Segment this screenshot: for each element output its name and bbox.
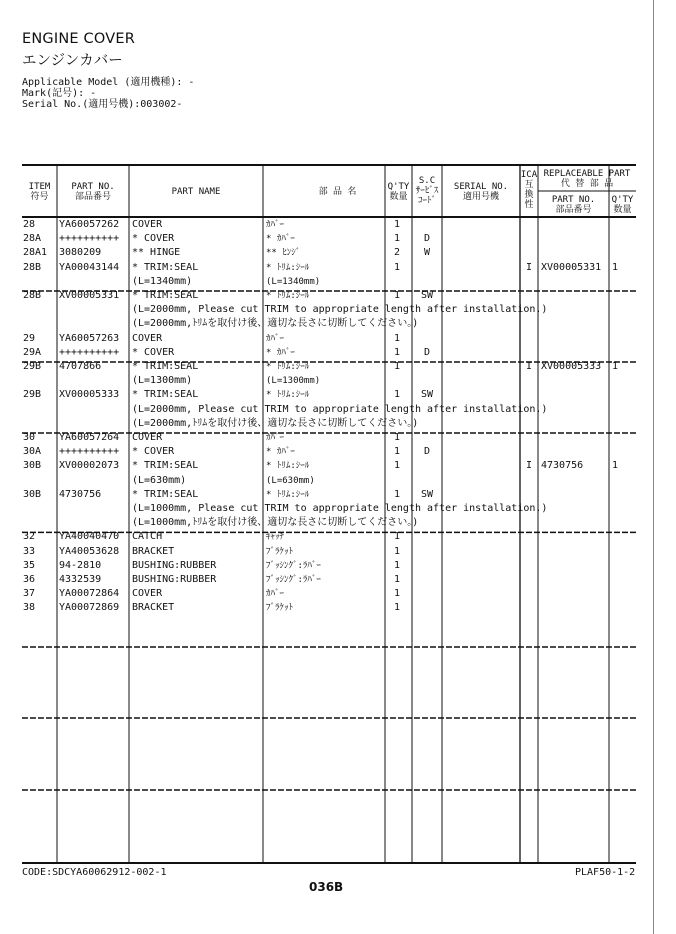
cell-rep-part-no: XV00005331 <box>541 261 602 273</box>
cell-rep-qty: 1 <box>612 361 619 372</box>
row-note: (L=1000mm,ﾄﾘﾑを取付け後、適切な長さに切断してください。) <box>132 517 419 529</box>
cell-qty: 1 <box>393 346 400 358</box>
cell-qty: 2 <box>393 247 400 259</box>
cell-part-name-jp: ** ﾋﾝｼﾞ <box>266 248 301 259</box>
cell-part-name: (L=1300mm) <box>132 375 193 387</box>
cell-part-name-jp: * ｶﾊﾞｰ <box>266 347 295 358</box>
cell-item: 29 <box>23 332 36 344</box>
cell-qty: 1 <box>393 219 400 230</box>
cell-part-name-jp: ﾌﾞﾗｹｯﾄ <box>266 546 294 557</box>
cell-part-name: * TRIM:SEAL <box>132 290 199 301</box>
header-rep-qty: Q'TY 数量 <box>611 195 634 215</box>
cell-part-no: 3080209 <box>59 247 102 259</box>
cell-part-name: (L=1340mm) <box>132 275 193 287</box>
cell-part-no: ++++++++++ <box>59 446 120 458</box>
cell-part-no: YA60057263 <box>59 332 120 344</box>
header-ica: ICA 互 換 性 <box>520 170 538 210</box>
cell-item: 28A <box>23 233 42 245</box>
cell-sc: SW <box>420 488 434 500</box>
cell-part-name-jp: ｶﾊﾞｰ <box>266 333 285 344</box>
cell-part-name-jp: (L=1340mm) <box>266 276 321 287</box>
cell-sc: D <box>423 233 431 245</box>
cell-part-no: 4730756 <box>59 488 102 500</box>
cell-qty: 1 <box>393 233 400 245</box>
cell-sc: SW <box>420 389 434 401</box>
cell-item: 33 <box>23 545 36 557</box>
cell-part-name: COVER <box>132 432 163 443</box>
cell-part-name-jp: * ｶﾊﾞｰ <box>266 447 295 458</box>
cell-part-name: COVER <box>132 332 163 344</box>
cell-qty: 1 <box>393 559 400 571</box>
cell-qty: 1 <box>393 361 400 372</box>
cell-item: 30B <box>23 460 42 472</box>
cell-part-name-jp: ｶﾊﾞｰ <box>266 220 285 230</box>
header-part-name-jp: 部 品 名 <box>318 187 357 197</box>
cell-part-name-jp: * ﾄﾘﾑ:ｼｰﾙ <box>266 362 310 372</box>
cell-qty: 1 <box>393 531 400 543</box>
cell-qty: 1 <box>393 545 400 557</box>
cell-qty: 1 <box>393 432 400 443</box>
header-part-no: PART NO. 部品番号 <box>71 182 115 202</box>
cell-sc: D <box>423 446 431 458</box>
row-note: (L=1000mm, Please cut TRIM to appropriate length after installation.) <box>132 503 548 514</box>
cell-item: 37 <box>23 588 36 600</box>
cell-part-no: 94-2810 <box>59 559 102 571</box>
cell-sc: W <box>423 247 431 259</box>
cell-part-no: XV00005333 <box>59 389 120 401</box>
cell-qty: 1 <box>393 602 400 614</box>
cell-part-name-jp: ｶﾊﾞｰ <box>266 589 285 600</box>
page-title-jp: エンジンカバー <box>22 53 123 69</box>
cell-part-name-jp: (L=1300mm) <box>266 376 321 387</box>
cell-part-no: YA00043144 <box>59 261 120 273</box>
cell-qty: 1 <box>393 488 400 500</box>
cell-part-name-jp: ﾌﾞｯｼﾝｸﾞ:ﾗﾊﾞｰ <box>266 560 321 571</box>
cell-part-name: (L=630mm) <box>132 474 187 486</box>
cell-part-name: BUSHING:RUBBER <box>132 574 217 585</box>
cell-part-no: ++++++++++ <box>59 233 120 245</box>
cell-part-name: BRACKET <box>132 545 175 557</box>
header-serial: SERIAL NO. 適用号機 <box>453 182 509 202</box>
cell-part-no: YA60057264 <box>59 432 120 443</box>
row-note: (L=2000mm, Please cut TRIM to appropriate length after installation.) <box>132 403 548 415</box>
cell-item: 30B <box>23 488 42 500</box>
cell-ica: I <box>525 460 533 472</box>
cell-rep-part-no: XV00005333 <box>541 361 602 372</box>
cell-part-name-jp: ｷｬｯﾁ <box>266 532 285 543</box>
page-number: 036B <box>309 880 344 894</box>
cell-item: 29A <box>23 346 42 358</box>
row-note: (L=2000mm,ﾄﾘﾑを取付け後、適切な長さに切断してください。) <box>132 318 419 330</box>
cell-part-name-jp: * ﾄﾘﾑ:ｼｰﾙ <box>266 489 310 500</box>
header-rep-part-no: PART NO. 部品番号 <box>551 195 596 215</box>
cell-item: 28B <box>23 261 42 273</box>
header-sc: S.C ｻｰﾋﾞｽ ｺｰﾄﾞ <box>415 176 439 206</box>
cell-item: 30 <box>23 432 36 443</box>
cell-rep-part-no: 4730756 <box>541 460 584 472</box>
cell-part-name-jp: ﾌﾞｯｼﾝｸﾞ:ﾗﾊﾞｰ <box>266 575 321 585</box>
cell-rep-qty: 1 <box>612 261 619 273</box>
cell-part-name: * TRIM:SEAL <box>132 488 199 500</box>
cell-part-name: * COVER <box>132 446 175 458</box>
cell-part-name: * TRIM:SEAL <box>132 389 199 401</box>
cell-item: 28 <box>23 219 36 230</box>
cell-part-name-jp: (L=630mm) <box>266 475 315 486</box>
cell-part-name: * COVER <box>132 346 175 358</box>
cell-part-no: YA00072869 <box>59 602 120 614</box>
cell-qty: 1 <box>393 574 400 585</box>
cell-item: 29B <box>23 389 42 401</box>
row-note: (L=2000mm,ﾄﾘﾑを取付け後、適切な長さに切断してください。) <box>132 417 419 429</box>
page-title: ENGINE COVER <box>22 31 135 47</box>
cell-part-name-jp: * ﾄﾘﾑ:ｼｰﾙ <box>266 291 310 301</box>
cell-part-no: YA40040470 <box>59 531 120 543</box>
cell-item: 29B <box>23 361 42 372</box>
cell-part-name: * TRIM:SEAL <box>132 261 199 273</box>
cell-sc: D <box>423 346 431 358</box>
header-part-name: PART NAME <box>171 187 221 197</box>
cell-part-name-jp: ｶﾊﾞｰ <box>266 433 285 443</box>
cell-part-name: COVER <box>132 219 163 230</box>
cell-qty: 1 <box>393 332 400 344</box>
cell-part-name: COVER <box>132 588 163 600</box>
footer-code: CODE:SDCYA60062912-002-1 <box>22 867 167 878</box>
cell-part-name-jp: * ﾄﾘﾑ:ｼｰﾙ <box>266 390 310 401</box>
serial-no: Serial No.(適用号機):003002- <box>22 99 183 110</box>
cell-part-name: ** HINGE <box>132 247 181 259</box>
cell-part-no: 4707866 <box>59 361 102 372</box>
cell-part-name-jp: * ﾄﾘﾑ:ｼｰﾙ <box>266 461 310 472</box>
cell-qty: 1 <box>393 588 400 600</box>
cell-sc: SW <box>420 290 434 301</box>
cell-qty: 1 <box>393 290 400 301</box>
cell-ica: I <box>525 361 533 372</box>
cell-part-no: YA60057262 <box>59 219 120 230</box>
cell-qty: 1 <box>393 446 400 458</box>
cell-part-no: XV00002073 <box>59 460 120 472</box>
cell-part-name: * COVER <box>132 233 175 245</box>
cell-part-name-jp: * ｶﾊﾞｰ <box>266 234 295 245</box>
cell-item: 30A <box>23 446 42 458</box>
cell-part-name: * TRIM:SEAL <box>132 460 199 472</box>
cell-item: 28A1 <box>23 247 48 259</box>
cell-rep-qty: 1 <box>612 460 619 472</box>
cell-part-no: XV00005331 <box>59 290 120 301</box>
cell-part-name-jp: ﾌﾞﾗｹｯﾄ <box>266 603 294 614</box>
cell-part-name-jp: * ﾄﾘﾑ:ｼｰﾙ <box>266 262 310 273</box>
applicable-model: Applicable Model (適用機種): - <box>22 77 195 88</box>
cell-part-name: * TRIM:SEAL <box>132 361 199 372</box>
cell-qty: 1 <box>393 261 400 273</box>
cell-part-name: CATCH <box>132 531 163 543</box>
cell-item: 28B <box>23 290 42 301</box>
header-qty: Q'TY 数量 <box>387 182 410 202</box>
cell-part-name: BRACKET <box>132 602 175 614</box>
cell-item: 35 <box>23 559 36 571</box>
cell-part-name: BUSHING:RUBBER <box>132 559 217 571</box>
cell-part-no: ++++++++++ <box>59 346 120 358</box>
cell-qty: 1 <box>393 460 400 472</box>
cell-part-no: YA40053628 <box>59 545 120 557</box>
mark: Mark(記号): - <box>22 88 97 99</box>
cell-ica: I <box>525 261 533 273</box>
header-item: ITEM 符号 <box>28 182 51 202</box>
header-replaceable: REPLACEABLE PART 代 替 部 品 <box>543 169 631 189</box>
cell-qty: 1 <box>393 389 400 401</box>
row-note: (L=2000mm, Please cut TRIM to appropriate length after installation.) <box>132 304 548 316</box>
cell-item: 38 <box>23 602 36 614</box>
footer-ref: PLAF50-1-2 <box>575 867 636 878</box>
cell-item: 36 <box>23 574 36 585</box>
cell-part-no: YA00072864 <box>59 588 120 600</box>
cell-part-no: 4332539 <box>59 574 102 585</box>
cell-item: 32 <box>23 531 36 543</box>
